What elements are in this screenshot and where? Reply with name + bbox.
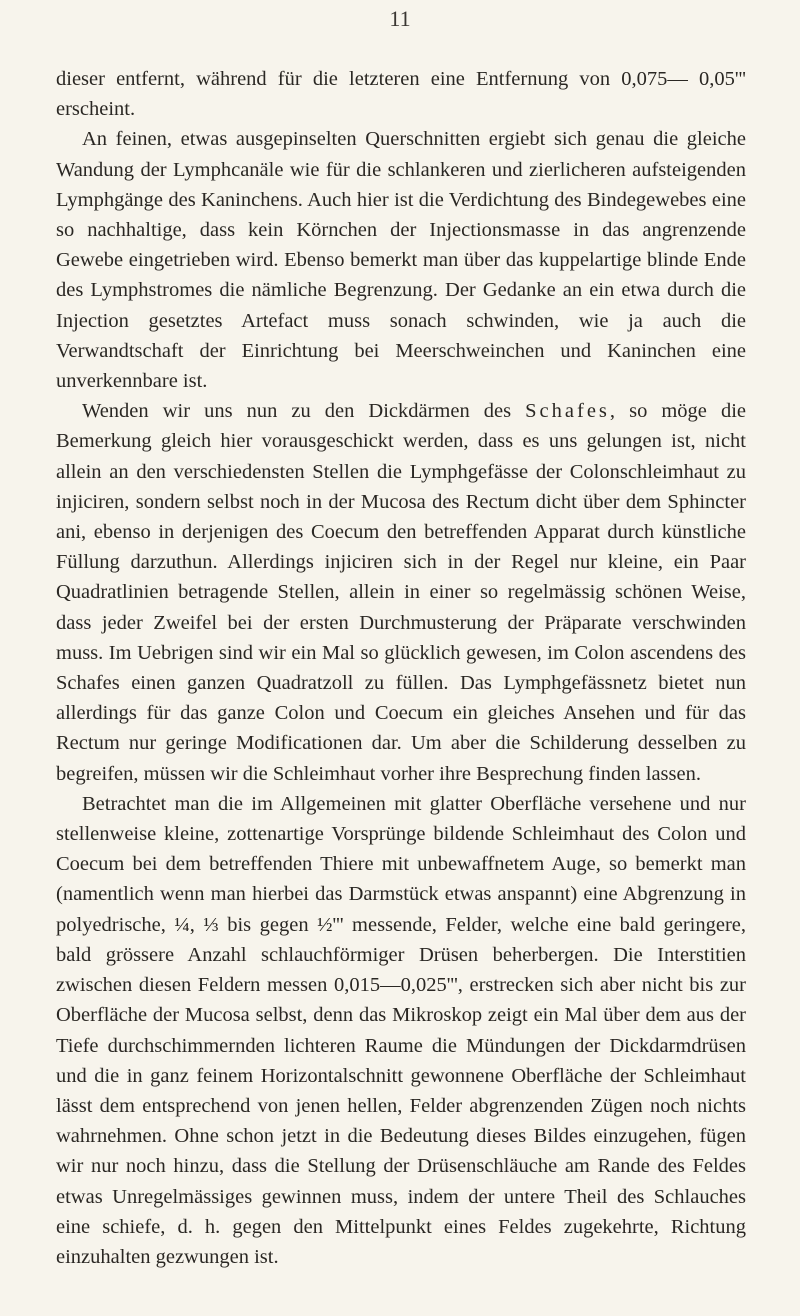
emphasis-schafes: Schafes	[525, 400, 610, 423]
paragraph-sheep-colon-start: Wenden wir uns nun zu den Dickdärmen des	[82, 400, 526, 423]
page-number: 11	[389, 6, 411, 31]
paragraph-sheep-colon-rest: , so möge die Bemerkung gleich hier vorausgeschickt werden, dass es uns gelungen ist, nicht allein an den verschiedensten Stellen die Lymphgefässe der Colonschleimhaut zu injiciren, sondern selbst noch in der Mucosa des Rectum dicht über dem Sphincter ani, ebenso in derjenigen des Coecum den betreffenden Apparat durch künstliche Füllung darzuthun. Allerdings injiciren sich in der Regel nur kleine, ein Paar Quadratlinien betragende Stellen, allein in einer so regelmässig schönen Weise, dass jeder Zweifel bei der ersten Durchmusterung der Präparate verschwinden muss. Im Uebrigen sind wir ein Mal so glücklich gewesen, im Colon ascendens des Schafes einen ganzen Quadratzoll zu füllen. Das Lymphgefässnetz bietet nun allerdings für das ganze Colon und Coecum ein gleiches Ansehen und für das Rectum nur geringe Modificationen dar. Um aber die Schilderung desselben zu begreifen, müssen wir die Schleimhaut vorher ihre Besprechung finden lassen.	[56, 400, 746, 785]
body-text	[56, 64, 746, 1272]
paragraph-mucosa-fields: Betrachtet man die im Allgemeinen mit glatter Oberfläche versehene und nur stellenweise kleine, zottenartige Vorsprünge bildende Schleimhaut des Colon und Coecum bei dem betreffenden Thiere mit unbewaffnetem Auge, so bemerkt man (namentlich wenn man hierbei das Darmstück etwas anspannt) eine Abgrenzung in polyedrische, ¼, ⅓ bis gegen ½''' messende, Felder, welche eine bald geringere, bald grössere Anzahl schlauchförmiger Drüsen beherbergen. Die Interstitien zwischen diesen Feldern messen 0,015—0,025''', erstrecken sich aber nicht bis zur Oberfläche der Mucosa selbst, denn das Mikroskop zeigt ein Mal über dem aus der Tiefe durchschimmernden lichteren Raume die Mündungen der Dickdarmdrüsen und die in ganz feinem Horizontalschnitt gewonnene Oberfläche der Schleimhaut lässt dem entsprechend von jenen hellen, Felder abgrenzenden Zügen noch nichts wahrnehmen. Ohne schon jetzt in die Bedeutung dieses Bildes einzugehen, fügen wir nur noch hinzu, dass die Stellung der Drüsenschläuche am Rande des Feldes etwas Unregelmässiges gewinnen muss, indem der untere Theil des Schlauches eine schiefe, d. h. gegen den Mittelpunkt eines Feldes zugekehrte, Richtung einzuhalten gezwungen ist.	[56, 792, 746, 1268]
paragraph-sheep-colon	[56, 396, 746, 789]
paragraph-continuation: dieser entfernt, während für die letzteren eine Entfernung von 0,075— 0,05''' erscheint.	[56, 68, 746, 121]
paragraph-cross-sections: An feinen, etwas ausgepinselten Querschnitten ergiebt sich genau die gleiche Wandung der Lymphcanäle wie für die schlankeren und zierlicheren aufsteigenden Lymphgänge des Kaninchens. Auch hier ist die Verdichtung des Bindegewebes eine so nachhaltige, dass kein Körnchen der Injectionsmasse in das angrenzende Gewebe eingetrieben wird. Ebenso bemerkt man über das kuppelartige blinde Ende des Lymphstromes die nämliche Begrenzung. Der Gedanke an ein etwa durch die Injection gesetztes Artefact muss sonach schwinden, wie ja auch die Verwandtschaft der Einrichtung bei Meerschweinchen und Kaninchen eine unverkennbare ist.	[56, 128, 746, 393]
